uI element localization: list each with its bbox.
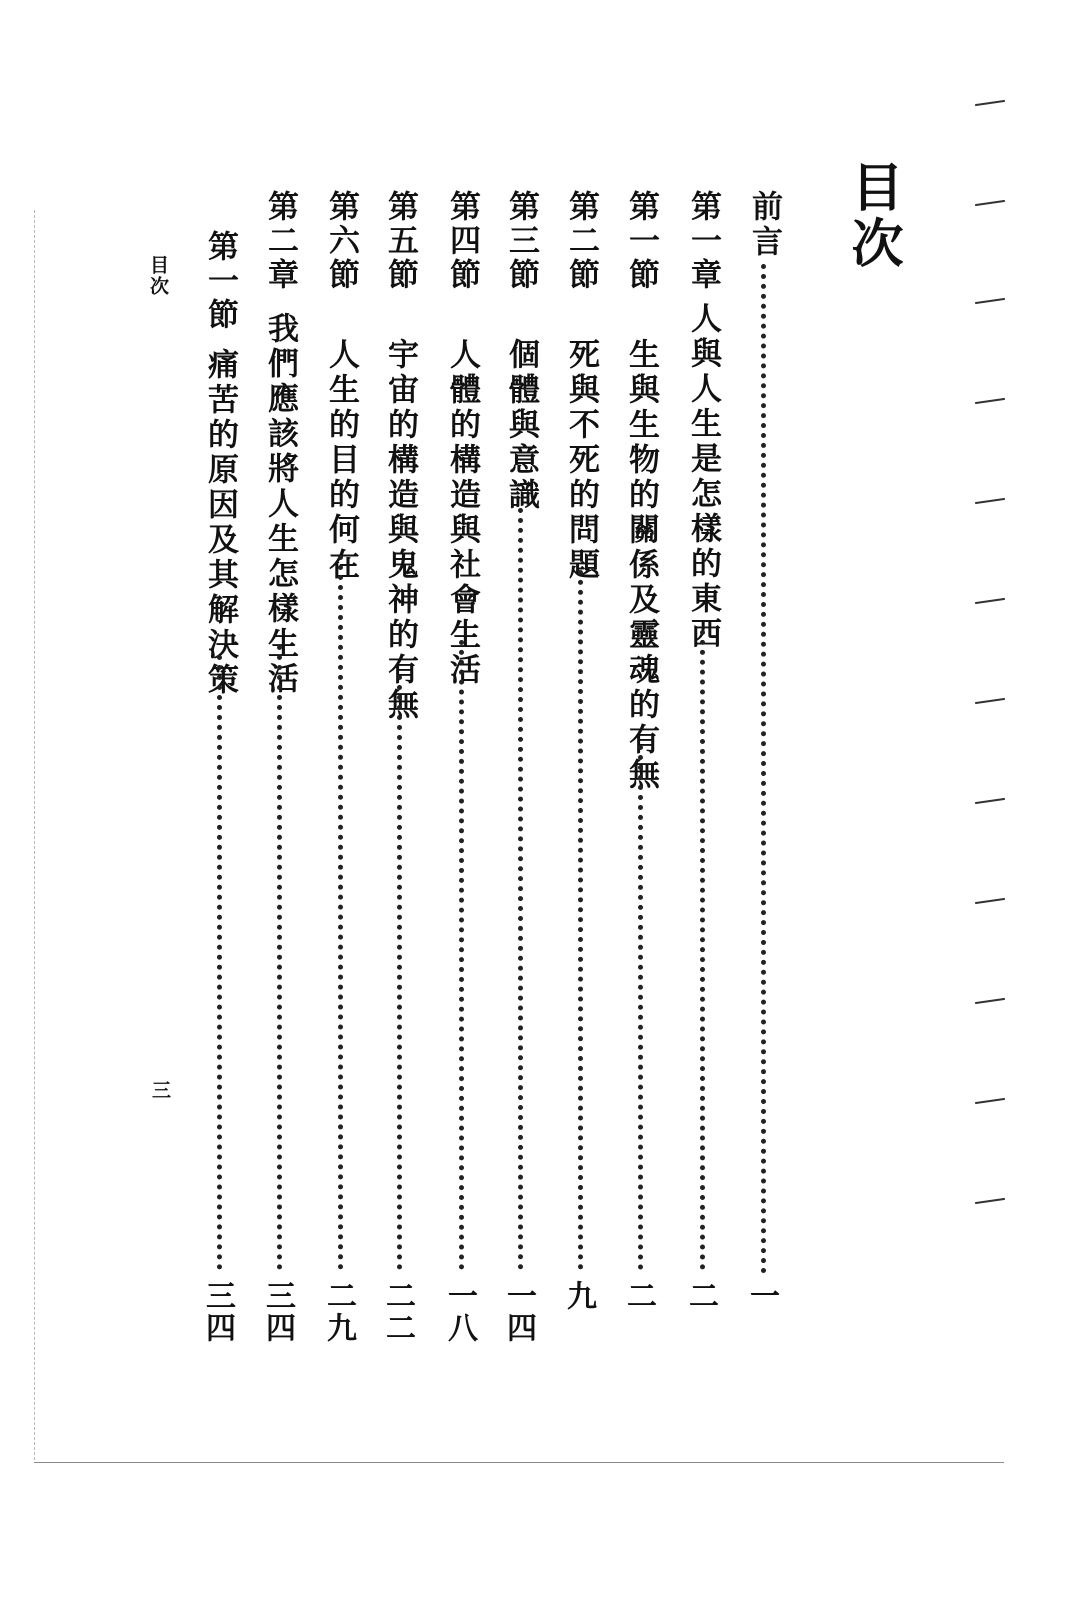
leader-dots	[638, 745, 643, 1270]
leader-dots	[518, 508, 523, 1270]
toc-entry-ch1-section-6[interactable]	[319, 190, 367, 1344]
leader-dots	[338, 555, 343, 1270]
toc-entry-ch1-section-1[interactable]	[619, 190, 667, 1310]
toc-page-number: 三四	[200, 1280, 235, 1344]
toc-entry-ch1-section-3[interactable]	[499, 190, 547, 1344]
toc-label: 第一節	[202, 230, 238, 332]
toc-entry-chapter-2[interactable]	[258, 190, 306, 1344]
toc-heading: 人生的目的何在	[323, 338, 359, 583]
toc-page-number: 二	[621, 1280, 656, 1312]
toc-page-number: 一八	[442, 1280, 477, 1344]
facing-page-edge-marks	[975, 90, 1035, 1390]
toc-heading: 宇宙的構造與鬼神的有無	[382, 338, 418, 723]
leader-dots	[578, 570, 583, 1270]
toc-heading: 痛苦的原因及其解決策	[202, 348, 238, 698]
toc-page-number: 三四	[260, 1280, 295, 1344]
page-title: 目次	[842, 160, 903, 272]
toc-heading: 個體與意識	[503, 338, 539, 513]
toc-heading: 人與人生是怎樣的東西	[685, 302, 721, 652]
toc-heading: 生與生物的關係及靈魂的有無	[623, 338, 659, 793]
toc-page-number: 九	[561, 1280, 596, 1312]
toc-label: 第二節	[563, 190, 599, 292]
toc-entry-ch1-section-4[interactable]	[440, 190, 488, 1344]
toc-heading: 前言	[746, 190, 782, 260]
toc-entry-preface[interactable]	[742, 190, 790, 1310]
toc-label: 第一節	[623, 190, 659, 292]
toc-page-number: 二九	[321, 1280, 356, 1344]
leader-dots	[217, 655, 222, 1270]
toc-label: 第四節	[444, 190, 480, 292]
toc-label: 第二章	[262, 190, 298, 292]
toc-page-number: 一	[744, 1280, 779, 1312]
toc-entry-ch2-section-1[interactable]	[198, 190, 246, 1344]
toc-label: 第一章	[685, 190, 721, 292]
running-head: 目次	[147, 255, 169, 297]
toc-label: 第五節	[382, 190, 418, 292]
leader-dots	[459, 640, 464, 1270]
page-border-bottom	[34, 1462, 1004, 1463]
leader-dots	[277, 645, 282, 1270]
leader-dots	[397, 675, 402, 1270]
toc-label: 第六節	[323, 190, 359, 292]
toc-entry-ch1-section-2[interactable]	[559, 190, 607, 1310]
leader-dots	[700, 630, 705, 1270]
toc-heading: 我們應該將人生怎樣生活	[262, 312, 298, 697]
leader-dots	[761, 264, 766, 1274]
toc-page-number: 二	[683, 1280, 718, 1312]
toc-entry-ch1-section-5[interactable]	[378, 190, 426, 1344]
page-border-left	[34, 210, 35, 1460]
toc-page-number: 二二	[380, 1280, 415, 1344]
toc-entry-chapter-1[interactable]	[681, 190, 729, 1310]
toc-heading: 人體的構造與社會生活	[444, 338, 480, 688]
toc-heading: 死與不死的問題	[563, 338, 599, 583]
toc-label: 第三節	[503, 190, 539, 292]
page-folio: 三	[149, 1080, 171, 1099]
toc-page-number: 一四	[501, 1280, 536, 1344]
